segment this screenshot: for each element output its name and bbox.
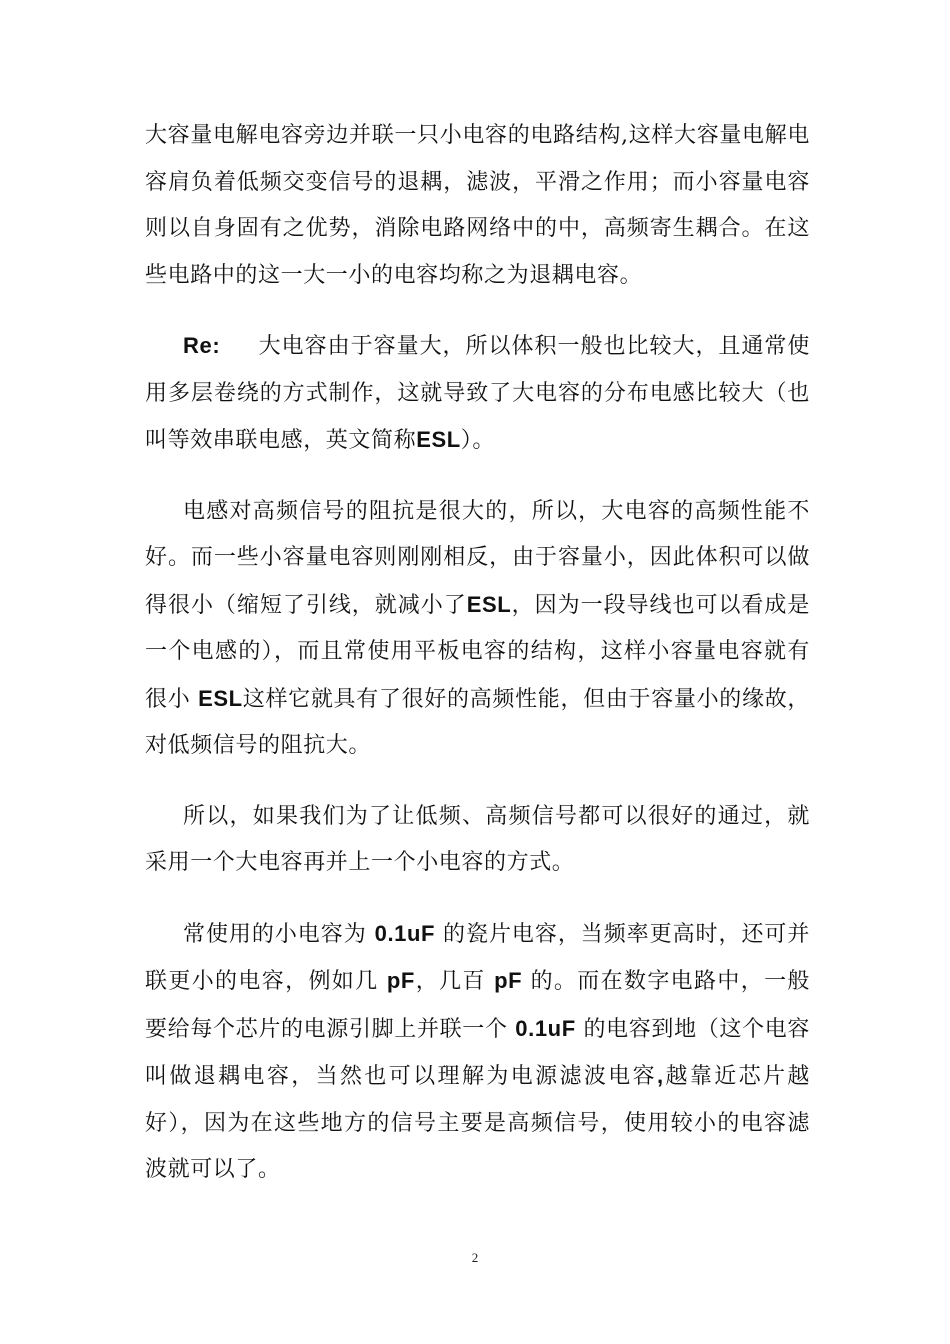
paragraph-text: 的电容到地（这个电容叫做退耦电容，当然也可以理解为电源滤波电容 <box>145 1016 811 1089</box>
paragraph-text: 大容量电解电容旁边并联一只小电容的电路结构,这样大容量电解电容肩负着低频交变信号的退耦，滤波，平滑之作用；而小容量电容则以自身固有之优势，消除电路网络中的中，高频寄生耦合。在这些电路中的这一大一小的电容均称之为退耦电容。 <box>145 123 810 288</box>
term-value: 0.1uF <box>374 920 436 946</box>
paragraph-text: 常使用的小电容为 <box>183 921 367 947</box>
paragraph-text: 的瓷片电容，当频率更高时，还可并联更小的电容，例如几 <box>145 921 810 994</box>
paragraph-common-small-capacitor <box>145 911 810 1194</box>
paragraph-conclusion <box>145 794 810 887</box>
paragraph-re-large-capacitor <box>145 323 810 465</box>
paragraph-text: 所以，如果我们为了让低频、高频信号都可以很好的通过，就采用一个大电容再并上一个小电容的方式。 <box>145 803 810 875</box>
paragraph-text-tail: ）。 <box>460 428 495 453</box>
paragraph-text: 的。而在数字电路中，一般要给每个芯片的电源引脚上并联一个 <box>145 969 811 1042</box>
paragraph-text: 越靠近芯片越好），因为在这些地方的信号主要是高频信号，使用较小的电容滤波就可以了。 <box>145 1064 810 1182</box>
paragraph-inductance-high-frequency <box>145 489 810 770</box>
page-body <box>145 113 810 1218</box>
term-esl: ESL <box>198 685 243 711</box>
paragraph-text: 这样它就具有了很好的高频性能，但由于容量小的缘故，对低频信号的阻抗大。 <box>145 686 810 758</box>
term-value: 0.1uF <box>515 1015 576 1041</box>
term-esl: ESL <box>416 427 461 452</box>
re-label: Re: <box>183 333 221 358</box>
paragraph-text: 大电容由于容量大，所以体积一般也比较大，且通常使用多层卷绕的方式制作，这就导致了大电容的分布电感比较大（也叫等效串联电感，英文简称 <box>145 334 810 453</box>
term-esl: ESL <box>466 591 512 617</box>
term-unit: pF <box>386 968 415 993</box>
paragraph-text: 电感对高频信号的阻抗是很大的，所以，大电容的高频性能不好。而一些小容量电容则刚刚相反，由于容量小，因此体积可以做得很小（缩短了引线，就减小了 <box>145 498 810 618</box>
paragraph-text: ，几百 <box>414 969 486 994</box>
term-unit: pF <box>494 968 523 993</box>
bold-comma: , <box>656 1063 664 1088</box>
paragraph-text: ，因为一段导线也可以看成是一个电感的），而且常使用平板电容的结构，这样小容量电容就有很小 <box>145 592 810 712</box>
paragraph-decoupling-intro <box>145 113 810 299</box>
page-number: 2 <box>471 1250 479 1265</box>
